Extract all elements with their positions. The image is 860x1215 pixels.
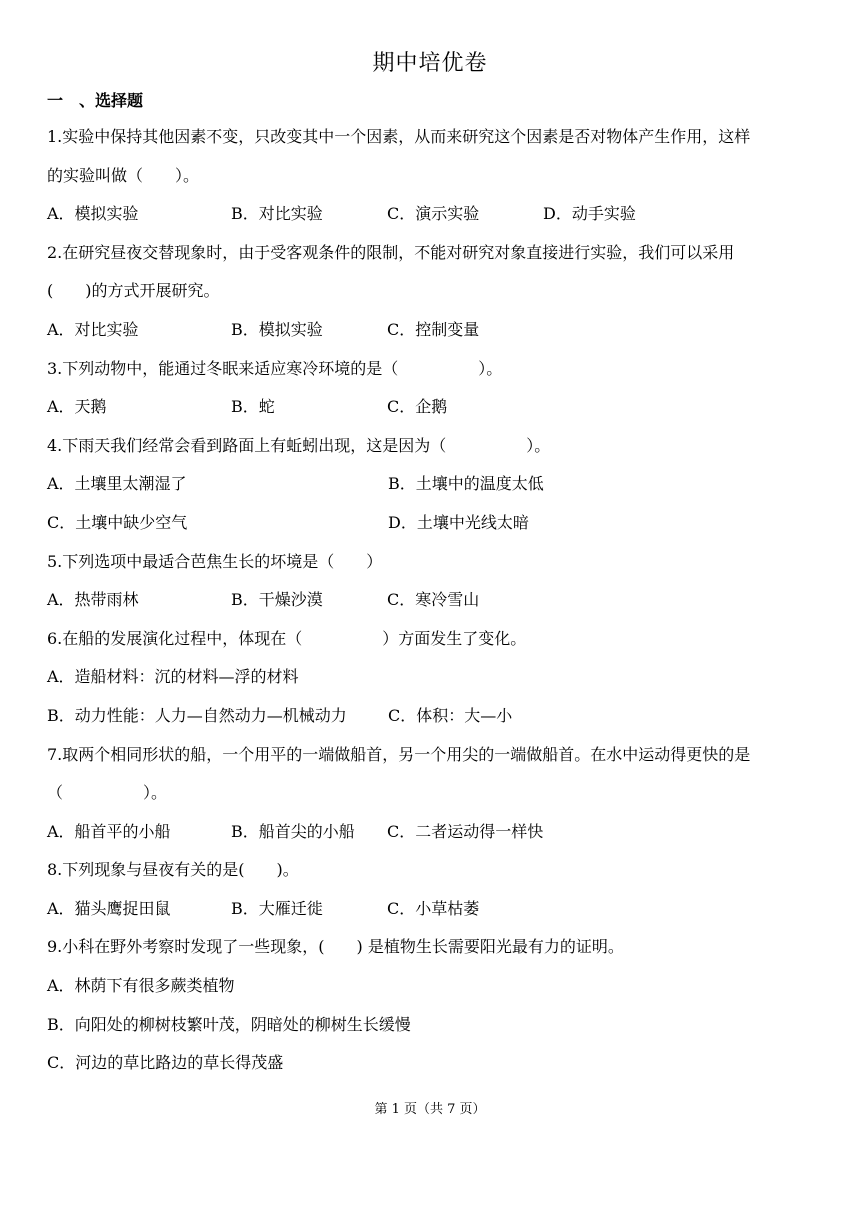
- option-b: B．对比实验: [231, 204, 323, 224]
- option-a: A．土壤里太潮湿了: [47, 474, 187, 494]
- option-a: A．热带雨林: [47, 590, 139, 610]
- option-a: A．对比实验: [47, 319, 139, 339]
- options-row: [47, 890, 817, 929]
- option-c: C．演示实验: [387, 204, 480, 224]
- option-d: D．土壤中光线太暗: [388, 512, 529, 532]
- section-heading: 一 、选择题: [47, 91, 144, 110]
- option-a: A．天鹅: [47, 397, 107, 417]
- option-b: B．模拟实验: [231, 319, 323, 339]
- option-b: B．船首尖的小船: [231, 821, 355, 841]
- question-text: 8.下列现象与昼夜有关的是( )。: [47, 860, 299, 880]
- options-row: [47, 658, 817, 697]
- option-d: D．动手实验: [543, 204, 636, 224]
- question-7: [47, 736, 817, 852]
- option-a: A．林荫下有很多蕨类植物: [47, 976, 235, 996]
- question-text: 的实验叫做（ ）。: [47, 165, 200, 185]
- page-title: 期中培优卷: [372, 51, 488, 76]
- option-c: C．小草枯萎: [387, 898, 480, 918]
- option-a: A．造船材料：沉的材料—浮的材料: [47, 667, 299, 687]
- option-a: A．猫头鹰捉田鼠: [47, 898, 171, 918]
- question-6: [47, 620, 817, 736]
- options-row: [47, 581, 817, 620]
- option-c: C．体积：大—小: [388, 705, 513, 725]
- question-8: [47, 851, 817, 928]
- page-footer: 第 1 页（共 7 页）: [374, 1102, 486, 1117]
- question-9: [47, 928, 817, 1082]
- question-4: [47, 427, 817, 543]
- question-2: [47, 234, 817, 350]
- question-text: 2.在研究昼夜交替现象时，由于受客观条件的限制，不能对研究对象直接进行实验，我们可以采用: [47, 242, 735, 262]
- option-b: B．大雁迁徙: [231, 898, 323, 918]
- option-c: C．二者运动得一样快: [387, 821, 544, 841]
- question-text: 1.实验中保持其他因素不变，只改变其中一个因素，从而来研究这个因素是否对物体产生作用，这样: [47, 127, 751, 146]
- option-b: B．蛇: [231, 397, 275, 417]
- question-5: [47, 543, 817, 620]
- question-text: 5.下列选项中最适合芭焦生长的坏境是（ ）: [47, 551, 383, 571]
- question-text: 3.下列动物中，能通过冬眠来适应寒冷环境的是（ ）。: [47, 358, 503, 378]
- question-text: （ ）。: [47, 783, 168, 803]
- option-b: B．土壤中的温度太低: [388, 474, 544, 494]
- option-c: C．控制变量: [387, 319, 480, 339]
- question-text: 6.在船的发展演化过程中，体现在（ ）方面发生了变化。: [47, 628, 527, 648]
- option-b: B．干燥沙漠: [231, 590, 323, 610]
- option-c: C．寒冷雪山: [387, 590, 480, 610]
- options-row: [47, 195, 817, 234]
- question-text: 9.小科在野外考察时发现了一些现象，( ) 是植物生长需要阳光最有力的证明。: [47, 937, 624, 957]
- option-b: B．动力性能：人力—自然动力—机械动力: [47, 705, 347, 725]
- options-row: [47, 388, 817, 427]
- option-a: A．模拟实验: [47, 204, 139, 224]
- option-b: B．向阳处的柳树枝繁叶茂，阴暗处的柳树生长缓慢: [47, 1014, 411, 1034]
- option-c: C．河边的草比路边的草长得茂盛: [47, 1053, 284, 1073]
- question-text: 7.取两个相同形状的船，一个用平的一端做船首，另一个用尖的一端做船首。在水中运动得更快的是: [47, 744, 751, 764]
- options-row: [47, 465, 817, 504]
- options-row: [47, 504, 817, 543]
- options-row: [47, 311, 817, 350]
- options-row: [47, 813, 817, 852]
- option-a: A．船首平的小船: [47, 821, 171, 841]
- question-list: [47, 118, 817, 1083]
- options-row: [47, 697, 817, 736]
- question-1: [47, 118, 817, 234]
- option-c: C．土壤中缺少空气: [47, 512, 188, 532]
- question-text: 4.下雨天我们经常会看到路面上有蚯蚓出现，这是因为（ ）。: [47, 435, 551, 455]
- option-c: C．企鹅: [387, 397, 448, 417]
- question-3: [47, 350, 817, 427]
- question-text: ( )的方式开展研究。: [47, 281, 220, 301]
